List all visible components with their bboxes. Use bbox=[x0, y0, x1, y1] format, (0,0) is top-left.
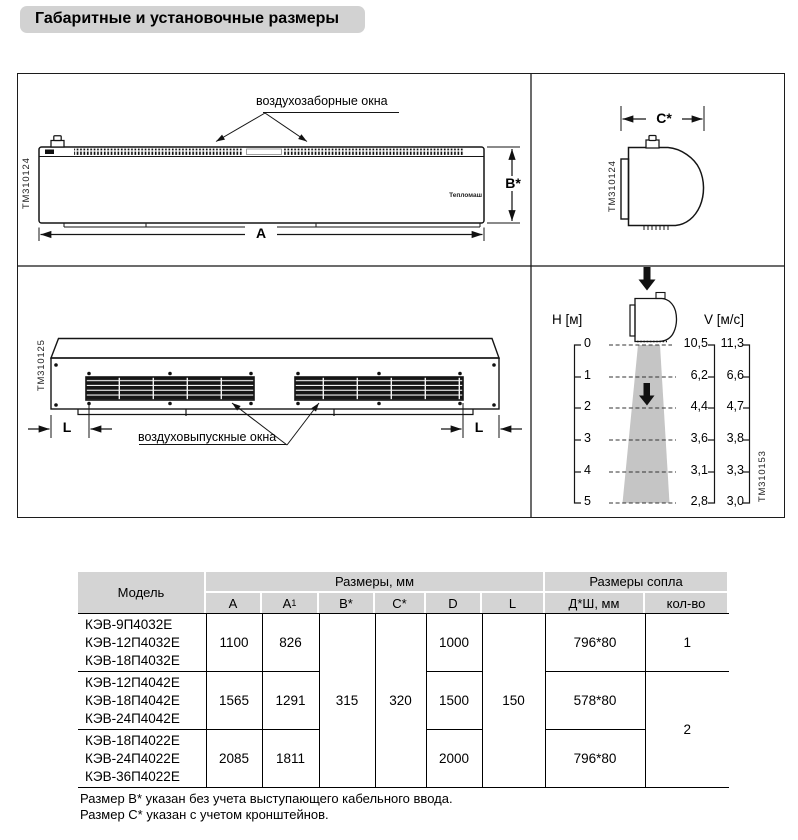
model-name: КЭВ-12П4042Е bbox=[85, 674, 180, 690]
height-tick: 2 bbox=[584, 399, 591, 413]
model-name: КЭВ-24П4042Е bbox=[85, 710, 180, 726]
drawing-panel bbox=[17, 73, 785, 518]
model-name: КЭВ-36П4022Е bbox=[85, 768, 180, 784]
col-header-nozzle-size: Д*Ш, мм bbox=[545, 593, 643, 613]
value-d: 1500 bbox=[426, 672, 482, 730]
value-b: 315 bbox=[319, 614, 375, 788]
height-tick: 0 bbox=[584, 336, 591, 350]
velocity-value-2: 3,8 bbox=[726, 431, 744, 445]
footnote-b: Размер B* указан без учета выступающего кабельного ввода. bbox=[80, 791, 453, 806]
height-tick: 4 bbox=[584, 463, 591, 477]
value-a: 1565 bbox=[206, 672, 262, 730]
model-name: КЭВ-24П4022Е bbox=[85, 750, 180, 766]
col-header-l: L bbox=[482, 593, 543, 613]
col-group-nozzle: Размеры сопла bbox=[545, 572, 727, 591]
value-nozzle-size: 796*80 bbox=[545, 730, 645, 788]
height-tick: 5 bbox=[584, 494, 591, 508]
velocity-value: 3,6 bbox=[690, 431, 708, 445]
col-header-nozzle-count: кол-во bbox=[645, 593, 727, 613]
velocity-value: 10,5 bbox=[683, 336, 708, 350]
col-header-a1-base: A bbox=[282, 595, 292, 611]
velocity-value: 6,2 bbox=[690, 368, 708, 382]
value-nozzle-size: 578*80 bbox=[545, 672, 645, 730]
col-group-sizes: Размеры, мм bbox=[206, 572, 543, 591]
velocity-value-2: 6,6 bbox=[726, 368, 744, 382]
technical-drawing-lines bbox=[18, 74, 784, 517]
dim-c-label: C* bbox=[646, 111, 682, 126]
velocity-value-2: 4,7 bbox=[726, 399, 744, 413]
velocity-value: 4,4 bbox=[690, 399, 708, 413]
height-tick: 3 bbox=[584, 431, 591, 445]
page-title: Габаритные и установочные размеры bbox=[20, 6, 365, 33]
height-tick: 1 bbox=[584, 368, 591, 382]
value-nozzle-count: 1 bbox=[645, 614, 729, 672]
model-cell bbox=[78, 672, 206, 730]
velocity-axis-label: V [м/с] bbox=[704, 312, 745, 327]
model-name: КЭВ-18П4032Е bbox=[85, 652, 180, 668]
velocity-value: 3,1 bbox=[690, 463, 708, 477]
col-header-a1 bbox=[262, 593, 317, 613]
col-header-b: B* bbox=[319, 593, 373, 613]
velocity-value-2: 11,3 bbox=[720, 336, 744, 350]
col-header-d: D bbox=[426, 593, 480, 613]
model-name: КЭВ-18П4022Е bbox=[85, 732, 180, 748]
dim-a-label: A bbox=[245, 226, 277, 241]
table-row bbox=[78, 614, 729, 672]
height-axis-label: H [м] bbox=[552, 312, 583, 327]
value-a: 2085 bbox=[206, 730, 262, 788]
table-header bbox=[78, 572, 729, 613]
value-a1: 1811 bbox=[262, 730, 319, 788]
value-a: 1100 bbox=[206, 614, 262, 672]
col-header-c: C* bbox=[375, 593, 424, 613]
footnote-c: Размер C* указан с учетом кронштейнов. bbox=[80, 807, 329, 822]
drawing-code-chart: TM310153 bbox=[756, 450, 768, 503]
drawing-code-bottom: TM310125 bbox=[35, 339, 47, 392]
brand-logo: Тепломаш bbox=[449, 192, 482, 199]
value-d: 2000 bbox=[426, 730, 482, 788]
dim-l-right-label: L bbox=[470, 420, 488, 435]
value-l: 150 bbox=[482, 614, 545, 788]
velocity-value-2: 3,3 bbox=[726, 463, 744, 477]
model-cell bbox=[78, 730, 206, 788]
drawing-code-side: TM310124 bbox=[606, 160, 618, 213]
value-a1: 1291 bbox=[262, 672, 319, 730]
drawing-code-front: TM310124 bbox=[20, 157, 32, 210]
model-name: КЭВ-18П4042Е bbox=[85, 692, 180, 708]
dim-l-left-label: L bbox=[58, 420, 76, 435]
value-c: 320 bbox=[375, 614, 426, 788]
velocity-value: 2,8 bbox=[690, 494, 708, 508]
value-nozzle-count: 2 bbox=[645, 672, 729, 788]
model-name: КЭВ-12П4032Е bbox=[85, 634, 180, 650]
value-nozzle-size: 796*80 bbox=[545, 614, 645, 672]
model-name: КЭВ-9П4032Е bbox=[85, 616, 173, 632]
dimensions-table bbox=[78, 572, 729, 788]
dim-b-label: B* bbox=[499, 176, 527, 191]
col-header-a: A bbox=[206, 593, 260, 613]
col-header-model: Модель bbox=[78, 572, 204, 613]
outlet-windows-label: воздуховыпускные окна bbox=[138, 430, 277, 444]
value-d: 1000 bbox=[426, 614, 482, 672]
model-cell bbox=[78, 614, 206, 672]
col-header-a1-sub: 1 bbox=[291, 598, 297, 608]
value-a1: 826 bbox=[262, 614, 319, 672]
velocity-value-2: 3,0 bbox=[726, 494, 744, 508]
intake-windows-label: воздухозаборные окна bbox=[256, 94, 388, 108]
